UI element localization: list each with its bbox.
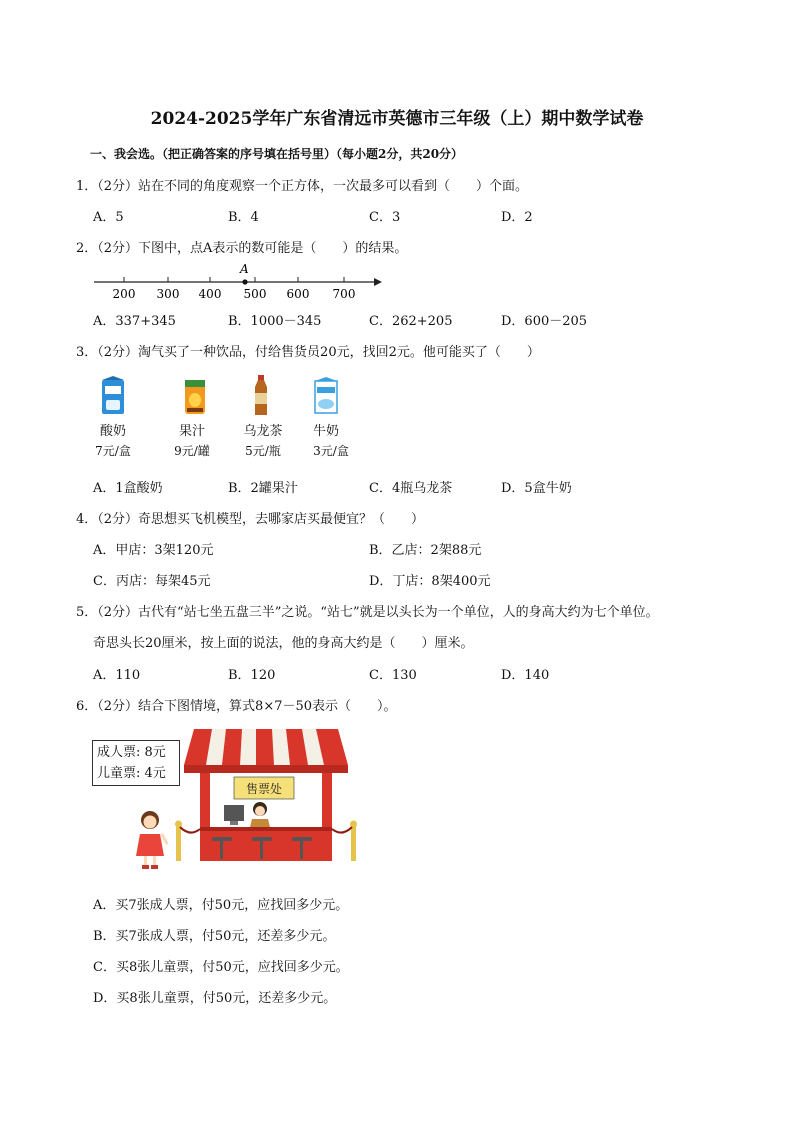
milk-box-icon	[312, 377, 340, 415]
q4-option-d: D．丁店：8架400元	[369, 574, 491, 589]
product-price: 5元/瓶	[245, 444, 281, 458]
computer-monitor	[224, 805, 244, 821]
yogurt-box-icon	[100, 376, 126, 416]
q2-option-b: B．1000－345	[228, 314, 322, 329]
product-price: 9元/罐	[174, 444, 210, 458]
ticket-price-board	[92, 740, 180, 786]
tick-label: 500	[243, 287, 267, 301]
page-title: 2024-2025学年广东省清远市英德市三年级（上）期中数学试卷	[150, 109, 644, 129]
q1-option-b: B．4	[228, 210, 259, 225]
q3-option-a: A．1盒酸奶	[93, 481, 163, 496]
q4-option-a: A．甲店：3架120元	[93, 543, 214, 558]
child-ticket-price: 儿童票: 4元	[97, 766, 166, 781]
q2-option-d: D．600－205	[501, 314, 588, 329]
booth-counter	[200, 827, 332, 861]
product-name: 牛奶	[312, 424, 339, 439]
q5-option-c: C．130	[369, 668, 417, 683]
q6-option-a: A．买7张成人票，付50元，应找回多少元。	[93, 898, 349, 913]
oolong-tea-bottle-icon	[251, 375, 271, 417]
q4-option-b: B．乙店：2架88元	[369, 543, 482, 558]
ticket-booth-illustration	[172, 729, 360, 865]
q1-option-c: C．3	[369, 210, 401, 225]
question-2-stem: 2．（2分）下图中，点A表示的数可能是（ ）的结果。	[76, 241, 408, 256]
q6-option-c: C．买8张儿童票，付50元，应找回多少元。	[93, 960, 349, 975]
question-1-stem: 1．（2分）站在不同的角度观察一个正方体，一次最多可以看到（ ）个面。	[76, 179, 529, 194]
question-5-stem-line2: 奇思头长20厘米，按上面的说法，他的身高大约是（ ）厘米。	[93, 636, 474, 651]
q6-option-b: B．买7张成人票，付50元，还差多少元。	[93, 929, 336, 944]
question-5-stem: 5．（2分）古代有“站七坐五盘三半”之说。“站七”就是以头长为一个单位，人的身高大约为七个单位。	[76, 605, 659, 620]
product-name: 果汁	[178, 424, 205, 439]
number-line-arrow	[374, 278, 382, 286]
point-a-label: A	[240, 262, 249, 276]
booth-sign-text: 售票处	[245, 782, 283, 796]
product-price: 3元/盒	[313, 444, 349, 458]
q3-option-d: D．5盒牛奶	[501, 481, 572, 496]
tick-label: 300	[156, 287, 180, 301]
number-line	[88, 260, 388, 305]
q2-option-c: C．262+205	[369, 314, 453, 329]
section-heading: 一、我会选。（把正确答案的序号填在括号里）（每小题2分，共20分）	[90, 147, 464, 161]
tick-label: 600	[286, 287, 310, 301]
point-a-dot	[242, 279, 247, 284]
q5-option-a: A．110	[93, 668, 141, 683]
q5-option-b: B．120	[228, 668, 276, 683]
q5-option-d: D．140	[501, 668, 550, 683]
product-price: 7元/盒	[95, 444, 131, 458]
q3-option-b: B．2罐果汁	[228, 481, 298, 496]
q3-option-c: C．4瓶乌龙茶	[369, 481, 453, 496]
tick-label: 700	[332, 287, 356, 301]
question-4-stem: 4．（2分）奇思想买飞机模型，去哪家店买最便宜？（ ）	[76, 512, 425, 527]
q4-option-c: C．丙店：每架45元	[93, 574, 211, 589]
q1-option-d: D．2	[501, 210, 533, 225]
booth-awning	[184, 729, 348, 773]
girl-figure-icon	[134, 810, 170, 872]
product-name: 乌龙茶	[243, 424, 283, 439]
number-line-ticks	[124, 277, 344, 282]
q1-option-a: A．5	[93, 210, 124, 225]
question-3-stem: 3．（2分）淘气买了一种饮品，付给售货员20元，找回2元。他可能买了（ ）	[76, 345, 540, 360]
q2-option-a: A．337+345	[93, 314, 176, 329]
q6-option-d: D．买8张儿童票，付50元，还差多少元。	[93, 991, 337, 1006]
juice-can-icon	[183, 378, 207, 416]
product-name: 酸奶	[99, 424, 126, 439]
question-6-stem: 6．（2分）结合下图情境，算式8×7－50表示（ ）。	[76, 699, 397, 714]
tick-label: 200	[112, 287, 136, 301]
tick-label: 400	[198, 287, 222, 301]
adult-ticket-price: 成人票: 8元	[97, 745, 166, 760]
